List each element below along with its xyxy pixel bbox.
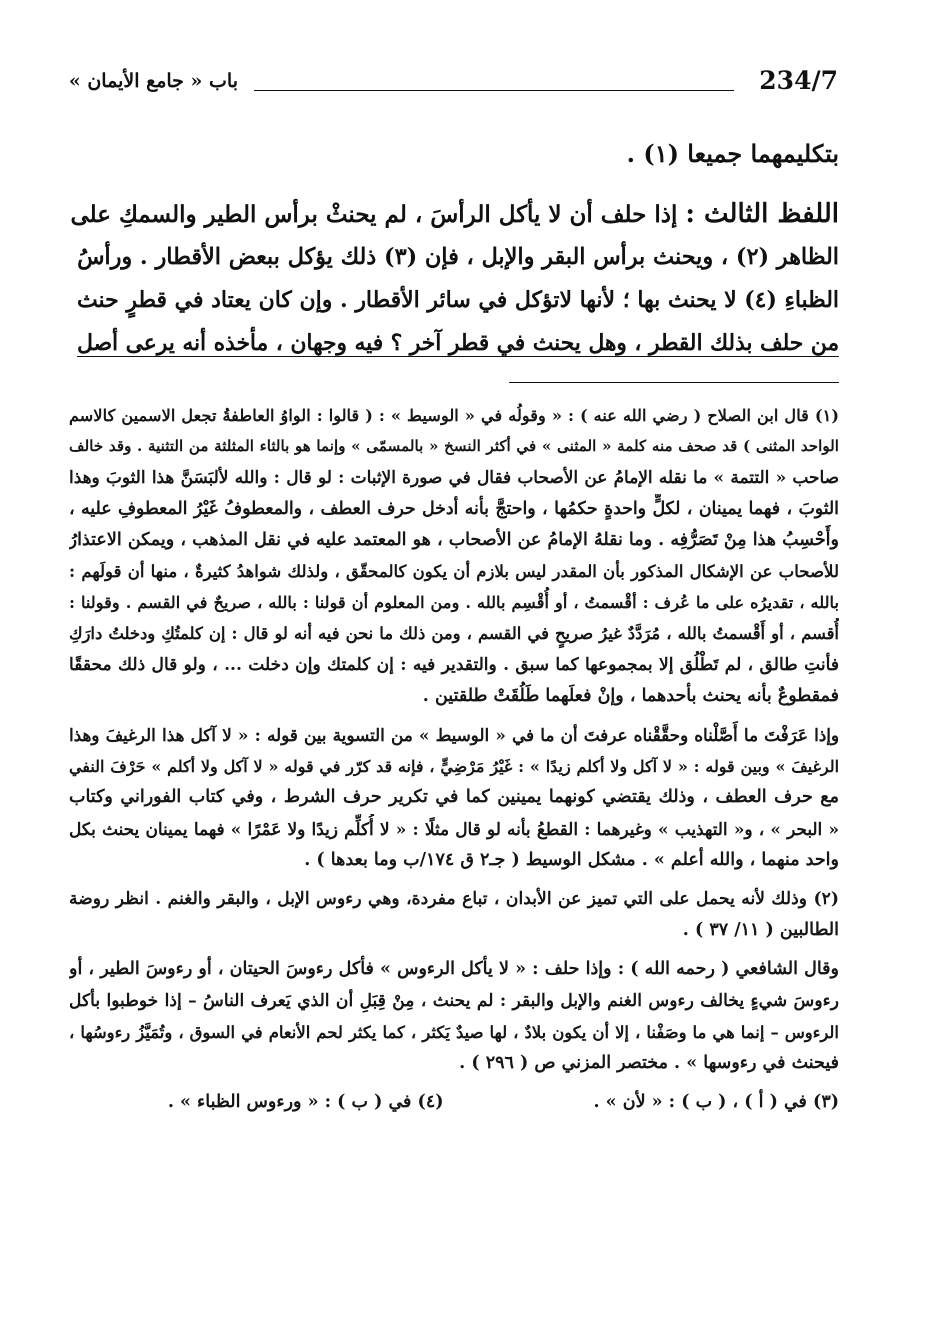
footnote-line: الواحد المثنى ) قد صحف منه كلمة « المثنى » في أكثر النسخ « بالمسمّى » وإنما هو بالثاء المثلثة من التثنية . وقد خالف xyxy=(69,437,839,456)
footnote-line: (١) قال ابن الصلاح ( رضي الله عنه ) : « وقولُه في « الوسيط » : ( قالوا : الواوُ العاطفةُ تجعل الاسمين كالاسم xyxy=(69,406,839,425)
footnote-line: الرغيفَ » وبين قوله : « لا آكل ولا أكلم زيدًا » : غَيْرُ مَرْضِيٍّ ، فإنه قد كرّر في قوله « لا آكل ولا أكلم » حَرْفَ النفي xyxy=(69,757,839,777)
footnote-line: الثوبَ ، فهما يمينان ، لكلٍّ واحدةٍ حكمُها ، واحتجَّ بأنه أدخل حرف العطف ، والمعطوفُ غَيْرُ المعطوفِ عليه ، xyxy=(69,498,839,519)
page-header xyxy=(58,66,838,106)
footnote-line: مع حرف العطف ، وذلك يقتضي كونهما يمينين كما في تكرير حرف الشرط ، وفي كتاب الفوراني وكتاب xyxy=(69,787,839,808)
footnote-line: « البحر » ، و« التهذيب » وغيرهما : القطعُ بأنه لو قال مثلًا : « لا أُكلِّم زيدًا ولا عَمْرًا » فهما يمينان يحنث بكل xyxy=(69,818,839,839)
text-line: الظاهر (٢) ، ويحنث برأس البقر والإبل ، فإن (٣) ذلك يؤكل ببعض الأقطار . ورأسُ xyxy=(77,244,839,270)
footnote-line: صاحب « التتمة » ما نقله الإمامُ عن الأصحاب فقال في صورة الإثبات : لو قال : والله لألبَسَنَّ هذا الثوبَ وهذا xyxy=(69,467,839,488)
footnote-line: الرءوس – إنما هي ما وصَفْنا ، إلا أن يكون بلادٌ ، لها صيدٌ يَكثر ، كما يكثر لحم الأنعام في السوق ، وتُمَيَّزُ رءوسُها ، xyxy=(69,1022,839,1042)
text-line xyxy=(69,322,839,365)
footnote-line: فأنتِ طالق ، لم تَطْلُق إلا بمجموعها كما سبق . والتقدير فيه : إن كلمتك وإن دخلت ... ، ولو قال ذلك محققًا xyxy=(69,654,839,675)
header-rule xyxy=(254,90,734,91)
footnote-1 xyxy=(69,400,839,712)
footnote-line: رءوسَ شيءٍ يخالف رءوس الغنم والإبل والبقر : لم يحنث ، مِنْ قِبَلِ أن الذي يَعرف الناسُ – إذا خوطبوا بأكل xyxy=(69,990,839,1011)
footnotes-3-4 xyxy=(69,1087,839,1118)
footnote-line: بالله ، تقديرُه على ما عُرف : أقْسمتُ ، أو أُقْسِم بالله . ومن المعلوم أن قولنا : بالله ، صريحٌ في القسم . وقولنا : xyxy=(69,593,839,613)
text-line: بتكليمهما جميعا (١) . xyxy=(626,139,839,168)
footnote-line: الطالبين ( ١١/ ٣٧ ) . xyxy=(682,920,839,941)
footnote-line: (٢) وذلك لأنه يحمل على التي تميز عن الأبدان ، تباع مفردة، وهي رءوس الإبل ، والبقر والغنم . انظر روضة xyxy=(69,889,839,910)
section-lead: اللفظ الثالث : xyxy=(685,199,839,229)
main-first-line xyxy=(69,132,839,175)
page-number: 234/7 xyxy=(759,66,838,95)
footnote-line: فمقطوعٌ بأنه يحنث بأحدهما ، وإنْ فعلَهما طَلُقَتْ طلقتين . xyxy=(422,685,839,706)
footnotes xyxy=(69,400,839,1118)
footnote-line: وأَحْسِبُ هذا مِنْ تَصَرُّفِه . وما نقلهُ الإمامُ عن الأصحاب ، هو المعتمد عليه في نقل المذهب ، ويمكن الاعتذارُ xyxy=(69,529,839,550)
footnote-line: واحد منهما ، والله أعلم » . مشكل الوسيط ( جـ٢ ق ١٧٤/ب وما بعدها ) . xyxy=(304,849,839,870)
main-paragraph xyxy=(69,193,839,365)
underlined-text: من حلف بذلك القطر ، وهل يحنث في قطر آخر ؟ فيه وجهان ، مأخذه أنه يرعى أصل xyxy=(77,331,839,356)
footnote-3: (٣) في ( أ ) ، ( ب ) : « لأن » . xyxy=(593,1092,839,1113)
footnote-line: وإذا عَرَفْتَ ما أَصَّلْناه وحقَّقْناه عرفتَ أن ما في « الوسيط » من التسوية بين قوله : « لا آكل هذا الرغيفَ وهذا xyxy=(69,725,839,746)
footnote-line: للأصحاب عن الإشكال المذكور بأن المقدر ليس بلازم أن يكون كالمحقّق ، ولذلك شواهدُ كثيرةٌ ، منها أن قولَهم : xyxy=(69,561,839,582)
footnote-1-continued xyxy=(69,720,839,876)
footnote-line: أُقسم ، أو أَقْسمتُ بالله ، مُرَدَّدٌ غيرُ صريحٍ في القسم ، ومن ذلك ما نحن فيه أنه لو قال : إن كلمتُكِ ودخلتُ دارَكِ xyxy=(69,624,839,644)
footnote-line: فيحنث في رءوسها » . مختصر المزني ص ( ٢٩٦ ) . xyxy=(459,1053,839,1074)
text-line: الظباءِ (٤) لا يحنث بها ؛ لأنها لاتؤكل في سائر الأقطار . وإن كان يعتاد في قطرٍ حنث xyxy=(76,287,839,313)
footnote-separator xyxy=(509,382,839,383)
footnote-2 xyxy=(69,884,839,946)
footnote-4: (٤) في ( ب ) : « ورءوس الظباء » . xyxy=(167,1092,444,1113)
text-span: إذا حلف أن لا يأكل الرأسَ ، لم يحنثْ برأس الطير والسمكِ على xyxy=(70,201,678,228)
footnote-2-continued xyxy=(69,954,839,1079)
text-line xyxy=(69,193,839,236)
chapter-title: باب « جامع الأيمان » xyxy=(68,70,238,92)
footnote-line: وقال الشافعي ( رحمه الله ) : وإذا حلف : « لا يأكل الرءوس » فأكل رءوسَ الحيتان ، أو رءوسَ الطير ، أو xyxy=(69,959,839,980)
